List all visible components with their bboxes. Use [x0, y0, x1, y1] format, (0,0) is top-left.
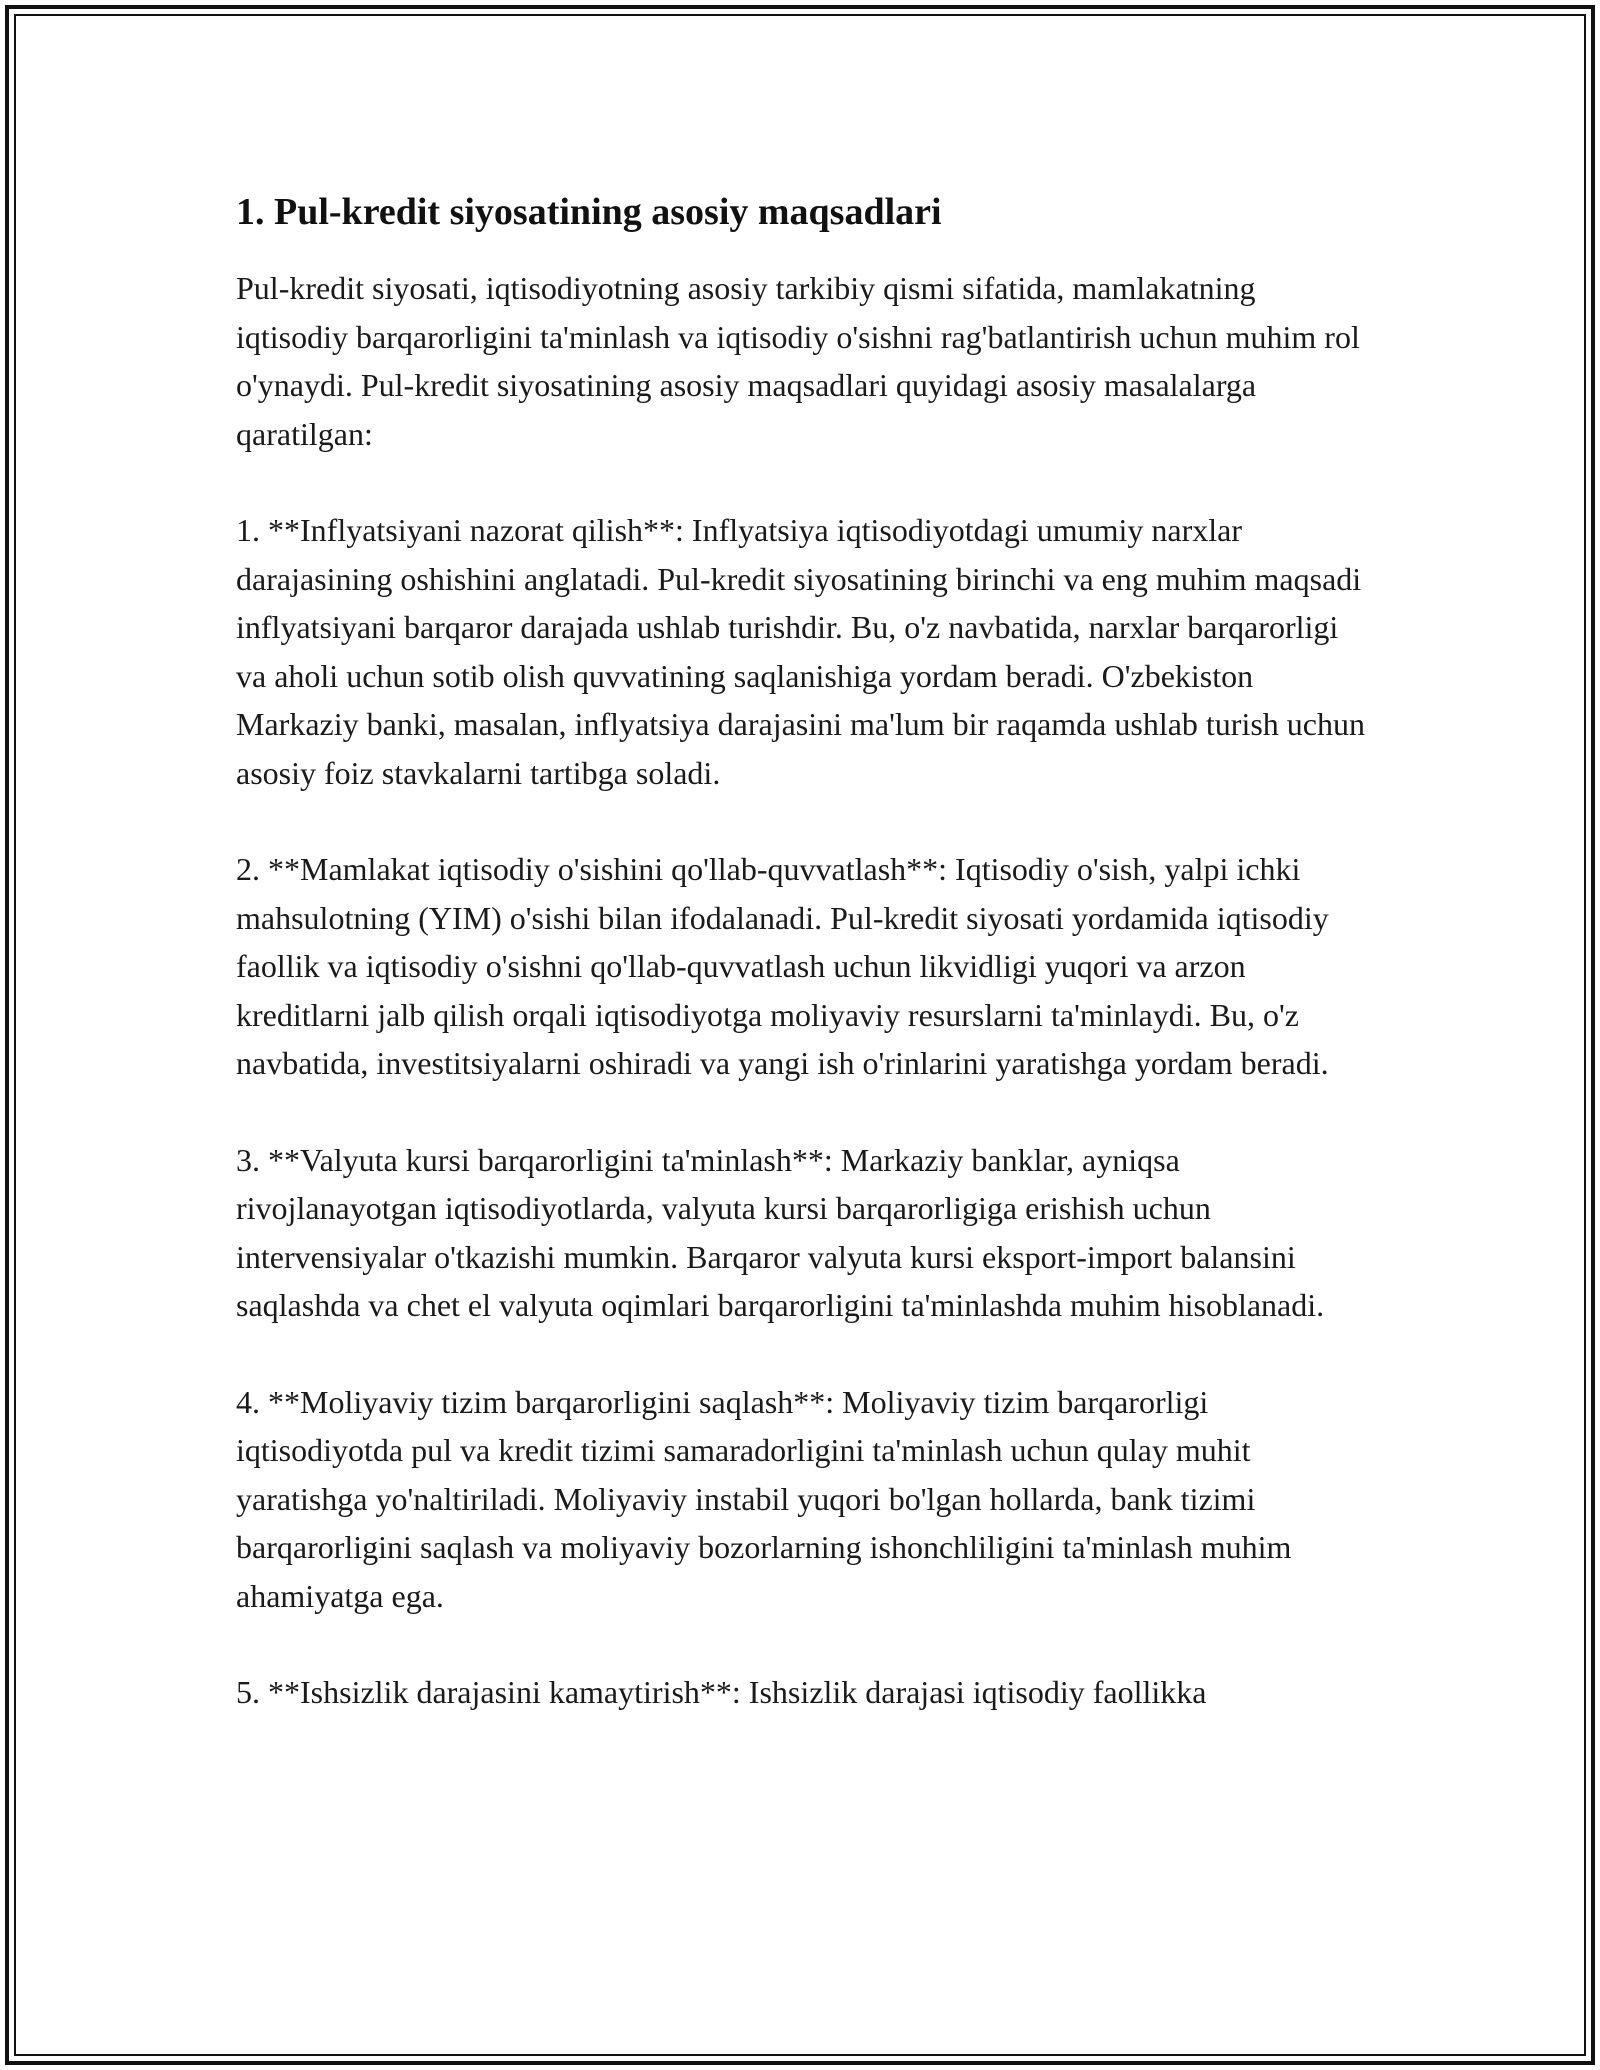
list-item-economic-growth: 2. **Mamlakat iqtisodiy o'sishini qo'llab-quvvatlash**: Iqtisodiy o'sish, yalpi ichki mahsulotning (YIM) o'sishi bilan ifodalanadi. Pul-kredit siyosati yordamida iqtisodiy faollik va iqtisodiy o'sishni qo'llab-quvvatlash uchun likvidligi yuqori va arzon kreditlarni jalb qilish orqali iqtisodiyotga moliyaviy resurslarni ta'minlaydi. Bu, o'z navbatida, investitsiyalarni oshiradi va yangi ish o'rinlarini yaratishga yordam beradi.: [236, 851, 1329, 1081]
list-item-exchange-rate: 3. **Valyuta kursi barqarorligini ta'minlash**: Markaziy banklar, ayniqsa rivojlanayotgan iqtisodiyotlarda, valyuta kursi barqarorligiga erishish uchun intervensiyalar o'tkazishi mumkin. Barqaror valyuta kursi eksport-import balansini saqlashda va chet el valyuta oqimlari barqarorligini ta'minlashda muhim hisoblanadi.: [236, 1141, 1325, 1323]
intro-paragraph: Pul-kredit siyosati, iqtisodiyotning asosiy tarkibiy qismi sifatida, mamlakatning iqtisodiy barqarorligini ta'minlash va iqtisodiy o'sishni rag'batlantirish uchun muhim rol o'ynaydi. Pul-kredit siyosatining asosiy maqsadlari quyidagi asosiy masalalarga qaratilgan:: [236, 270, 1360, 452]
list-item-unemployment: 5. **Ishsizlik darajasini kamaytirish**: Ishsizlik darajasi iqtisodiy faollikka: [236, 1674, 1207, 1710]
list-item-inflation: 1. **Inflyatsiyani nazorat qilish**: Inflyatsiya iqtisodiyotdagi umumiy narxlar darajasining oshishini anglatadi. Pul-kredit siyosatining birinchi va eng muhim maqsadi inflyatsiyani barqaror darajada ushlab turishdir. Bu, o'z navbatida, narxlar barqarorligi va aholi uchun sotib olish quvvatining saqlanishiga yordam beradi. O'zbekiston Markaziy banki, masalan, inflyatsiya darajasini ma'lum bir raqamda ushlab turish uchun asosiy foiz stavkalarni tartibga soladi.: [236, 512, 1365, 791]
section-heading: 1. Pul-kredit siyosatining asosiy maqsadlari: [236, 191, 942, 233]
list-item-financial-stability: 4. **Moliyaviy tizim barqarorligini saqlash**: Moliyaviy tizim barqarorligi iqtisodiyotda pul va kredit tizimi samaradorligini ta'minlash uchun qulay muhit yaratishga yo'naltiriladi. Moliyaviy instabil yuqori bo'lgan hollarda, bank tizimi barqarorligini saqlash va moliyaviy bozorlarning ishonchliligini ta'minlash muhim ahamiyatga ega.: [236, 1383, 1292, 1614]
document-body: [236, 186, 1366, 1765]
